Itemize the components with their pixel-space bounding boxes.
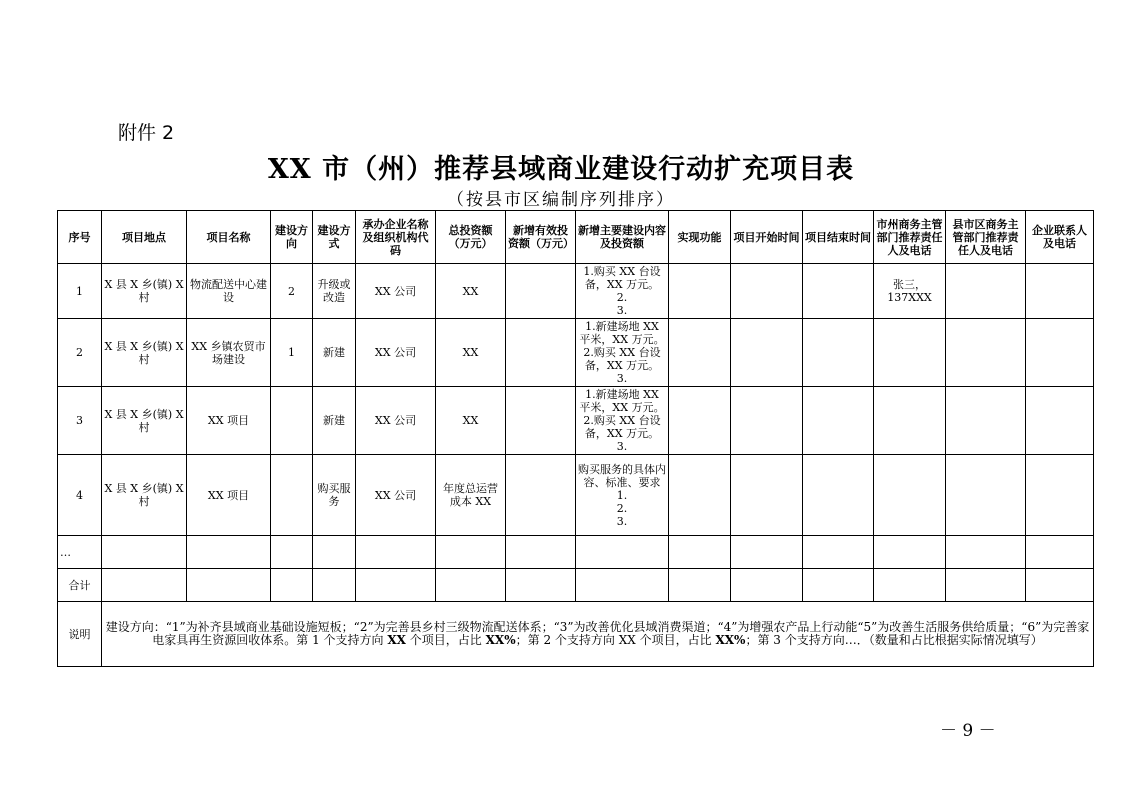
cell-direction [271,455,313,536]
table-row [58,319,1094,387]
cell-method: 新建 [313,319,356,387]
content-line: 2. [616,291,628,304]
cell-total: 年度总运营成本 XX [436,455,506,536]
content-line: 1.购买 XX 台设备，XX 万元。 [583,265,661,291]
cell-name: XX 乡镇农贸市场建设 [187,319,271,387]
header-method: 建设方式 [313,211,356,264]
note-bold: XX% [485,633,516,647]
cell-total: XX [436,319,506,387]
cell-name: XX 项目 [187,455,271,536]
header-org: 承办企业名称及组织机构代码 [356,211,436,264]
content-line: 3. [616,440,628,453]
total-row [58,569,1094,602]
cell-end [803,387,874,455]
content-line: 购买服务的具体内容、标准、要求 [578,462,666,489]
cell-location: X 县 X 乡(镇) X 村 [102,387,187,455]
content-line: 1. [616,488,628,502]
cell-start [731,387,803,455]
cell-city-responsible: 张三，137XXX [874,264,946,319]
content-line: 2.购买 XX 台设备，XX 万元。 [583,346,661,372]
header-name: 项目名称 [187,211,271,264]
cell-start [731,455,803,536]
header-content: 新增主要建设内容及投资额 [576,211,669,264]
cell-contact [1026,387,1094,455]
cell-city-responsible [874,319,946,387]
cell-seq: 3 [58,387,102,455]
cell-seq: … [58,536,102,569]
header-seq: 序号 [58,211,102,264]
cell-content [576,387,669,455]
cell-direction: 1 [271,319,313,387]
cell-new-investment [506,264,576,319]
content-line: 3. [616,514,628,528]
page-subtitle: （按县市区编制序列排序） [447,190,675,210]
page-number: － 9 － [940,721,996,741]
cell-method: 升级或改造 [313,264,356,319]
cell-county-responsible [946,319,1026,387]
table-header-row [58,211,1094,264]
cell-function [669,455,731,536]
cell-city-responsible [874,455,946,536]
cell-location: X 县 X 乡(镇) X 村 [102,319,187,387]
header-end: 项目结束时间 [803,211,874,264]
cell-end [803,455,874,536]
cell-contact [1026,319,1094,387]
cell-county-responsible [946,264,1026,319]
cell-function [669,387,731,455]
header-county-responsible: 县市区商务主管部门推荐责任人及电话 [946,211,1026,264]
header-location: 项目地点 [102,211,187,264]
cell-new-investment [506,387,576,455]
cell-content [576,455,669,536]
note-part: ；第 3 个支持方向…．（数量和占比根据实际情况填写） [745,633,1043,647]
cell-location: X 县 X 乡(镇) X 村 [102,455,187,536]
content-line: 2.购买 XX 台设备，XX 万元。 [583,414,661,440]
cell-org: XX 公司 [356,319,436,387]
note-bold: XX% [715,633,746,647]
cell-org: XX 公司 [356,455,436,536]
cell-content [576,319,669,387]
cell-function [669,264,731,319]
cell-content [576,264,669,319]
cell-new-investment [506,455,576,536]
content-line: 1.新建场地 XX 平米，XX 万元。 [579,320,665,346]
cell-seq: 1 [58,264,102,319]
cell-city-responsible [874,387,946,455]
cell-org: XX 公司 [356,387,436,455]
cell-name: 物流配送中心建设 [187,264,271,319]
cell-total: XX [436,264,506,319]
content-line: 1.新建场地 XX 平米，XX 万元。 [579,388,665,414]
cell-direction [271,387,313,455]
note-label: 说明 [58,602,102,667]
cell-method: 新建 [313,387,356,455]
cell-total: XX [436,387,506,455]
cell-total-label: 合计 [58,569,102,602]
ellipsis-row [58,536,1094,569]
cell-end [803,264,874,319]
cell-county-responsible [946,387,1026,455]
content-line: 3. [616,372,628,385]
header-start: 项目开始时间 [731,211,803,264]
content-line: 3. [616,304,628,317]
note-part: ；第 2 个支持方向 XX 个项目，占比 [515,633,716,647]
cell-county-responsible [946,455,1026,536]
cell-end [803,319,874,387]
cell-seq: 4 [58,455,102,536]
note-bold: XX [387,633,406,647]
table-row [58,455,1094,536]
note-part: 建设方向：“1”为补齐县域商业基础设施短板；“2”为完善县乡村三级物流配送体系；“3”为改善优化县域消费渠道；“4”为增强农产品上行动能“5”为改善生活服务供给质量；“6”为完善家电家具再生资源回收体系。第 1 个支持方向 [105,620,1090,647]
cell-direction: 2 [271,264,313,319]
cell-function [669,319,731,387]
header-new-investment: 新增有效投资额（万元） [506,211,576,264]
attachment-label: 附件 2 [118,122,175,144]
note-text [102,602,1094,667]
cell-start [731,264,803,319]
header-contact: 企业联系人及电话 [1026,211,1094,264]
cell-start [731,319,803,387]
cell-org: XX 公司 [356,264,436,319]
cell-name: XX 项目 [187,387,271,455]
cell-contact [1026,455,1094,536]
content-line: 2. [616,501,628,515]
cell-new-investment [506,319,576,387]
project-table [57,210,1094,667]
header-city-responsible: 市州商务主管部门推荐责任人及电话 [874,211,946,264]
note-part: 个项目，占比 [405,633,486,647]
cell-contact [1026,264,1094,319]
note-row [58,602,1094,667]
header-direction: 建设方向 [271,211,313,264]
header-function: 实现功能 [669,211,731,264]
table-row [58,387,1094,455]
cell-location: X 县 X 乡(镇) X 村 [102,264,187,319]
page-title: XX 市（州）推荐县域商业建设行动扩充项目表 [267,154,855,185]
table-row [58,264,1094,319]
cell-method: 购买服务 [313,455,356,536]
header-total: 总投资额（万元） [436,211,506,264]
cell-seq: 2 [58,319,102,387]
